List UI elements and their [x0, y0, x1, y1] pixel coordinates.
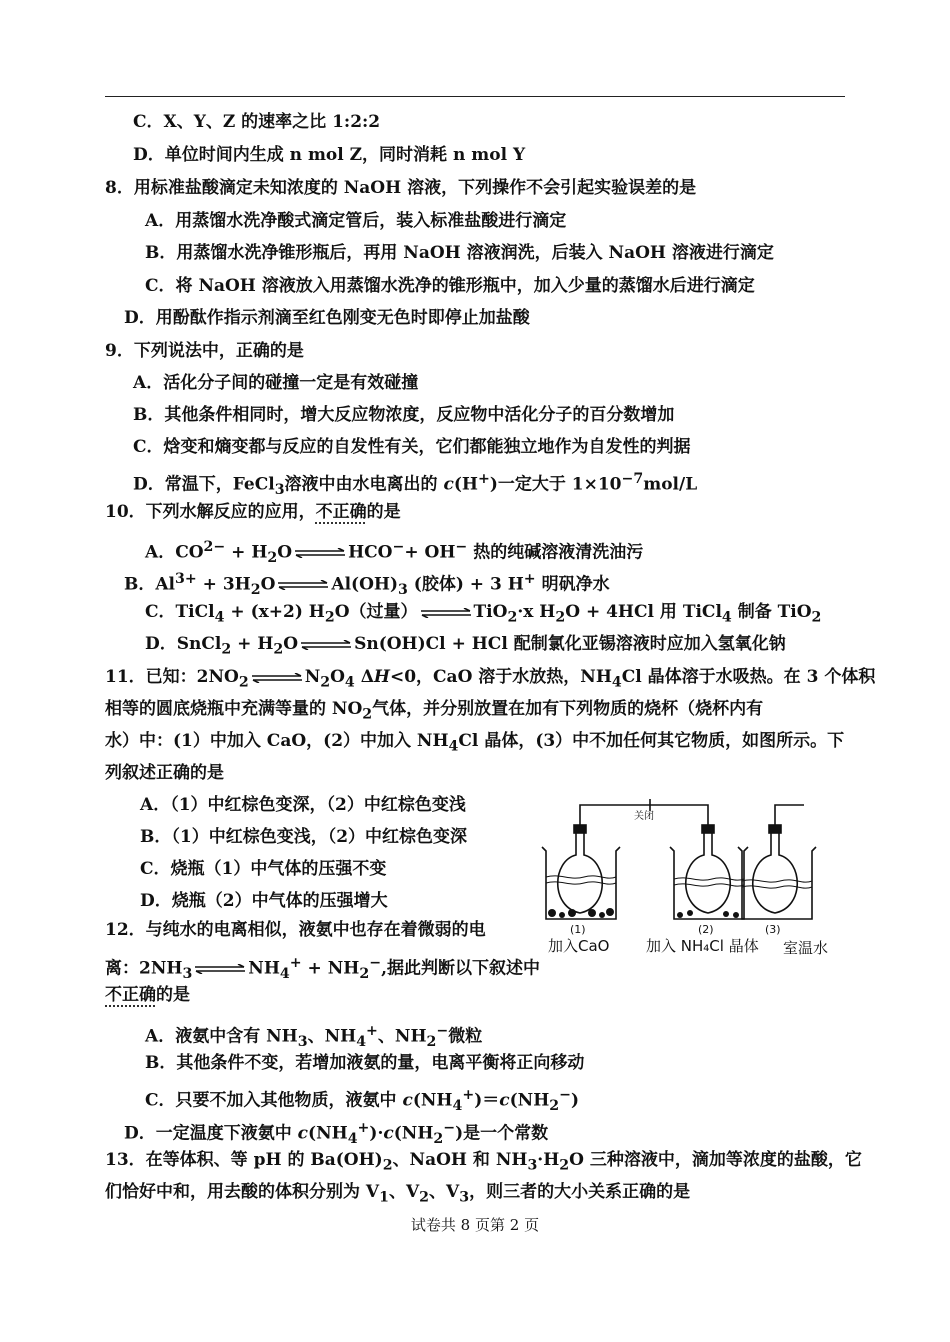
- equilibrium-arrow-icon: [294, 548, 346, 558]
- option-c-q11: C．烧瓶（1）中气体的压强不变: [140, 859, 387, 879]
- caption-nh4cl: 加入 NH₄Cl 晶体: [646, 937, 759, 955]
- question-11-line-4: 列叙述正确的是: [105, 763, 224, 783]
- question-8: 8．用标准盐酸滴定未知浓度的 NaOH 溶液，下列操作不会引起实验误差的是: [105, 178, 697, 198]
- option-c-q7: C．X、Y、Z 的速率之比 1:2:2: [133, 112, 381, 132]
- option-d-q9: D．常温下，FeCl$_3$溶液中由水电离出的 c(H+)一定大于 $1\times 10^{-7}mol/L$: [133, 471, 698, 499]
- option-b-q8: B．用蒸馏水洗净锥形瓶后，再用 NaOH 溶液润洗，后装入 NaOH 溶液进行滴定: [145, 243, 774, 263]
- option-d-q11: D．烧瓶（2）中气体的压强增大: [140, 891, 388, 911]
- option-d-q10: D．SnCl$_2$ + $H_2O$ Sn(OH)Cl + HCl 配制氯化亚锡溶液时应加入氢氧化钠: [145, 634, 786, 658]
- option-a-q10: A．$CO^{2-} + H_2O$ HCO−+ OH− 热的纯碱溶液清洗油污: [145, 539, 644, 567]
- option-c-q9: C．焓变和熵变都与反应的自发性有关，它们都能独立地作为自发性的判据: [133, 437, 691, 457]
- question-13-line-1: 13．在等体积、等 pH 的 $Ba(OH)_2$、NaOH 和 $NH_3\cdot H_2O$ 三种溶液中，滴加等浓度的盐酸，它: [105, 1150, 862, 1174]
- option-c-q10: C．TiCl$_4$ + (x+2) $H_2O$（过量） TiO$_2$·x $H_2O + 4HCl$ 用 TiCl$_4$ 制备 TiO$_2$: [145, 602, 822, 626]
- option-b-q9: B．其他条件相同时，增大反应物浓度，反应物中活化分子的百分数增加: [133, 405, 675, 425]
- question-10: 10．下列水解反应的应用，不正确的是: [105, 502, 401, 522]
- page-footer: 试卷共 8 页第 2 页: [410, 1216, 540, 1234]
- flask-label-3: (3): [765, 923, 781, 936]
- flask-label-2: (2): [698, 923, 714, 936]
- top-rule: [105, 96, 845, 97]
- caption-cao: 加入CaO: [548, 937, 610, 955]
- question-12-line-2: 离：$2NH_3$ $NH_4^+ + NH_2^-$,据此判断以下叙述中: [105, 955, 540, 983]
- caption-room-water: 室温水: [783, 939, 829, 957]
- option-d-q7: D．单位时间内生成 n mol Z，同时消耗 n mol Y: [133, 145, 526, 165]
- flask-apparatus-figure: [540, 797, 860, 962]
- question-9: 9．下列说法中，正确的是: [105, 341, 304, 361]
- option-c-q12: C．只要不加入其他物质，液氨中 $c(NH_4^+)=c(NH_2^-)$: [145, 1087, 580, 1115]
- question-12-line-3: 不正确的是: [105, 985, 190, 1005]
- question-11-line-2: 相等的圆底烧瓶中充满等量的 $NO_2$气体，并分别放置在加有下列物质的烧杯（烧杯内有: [105, 699, 764, 723]
- option-a-q12: A．液氨中含有 $NH_3$、$NH_4^+$、$NH_2^-$微粒: [145, 1023, 483, 1051]
- option-a-q8: A．用蒸馏水洗净酸式滴定管后，装入标准盐酸进行滴定: [145, 211, 567, 231]
- option-c-q8: C．将 NaOH 溶液放入用蒸馏水洗净的锥形瓶中，加入少量的蒸馏水后进行滴定: [145, 276, 755, 296]
- option-b-q10: B．$Al^{3+} + 3H_2O$ $Al(OH)_3$ (胶体) + 3 H+ 明矾净水: [124, 571, 610, 599]
- option-b-q11: B．（1）中红棕色变浅，（2）中红棕色变深: [140, 827, 468, 847]
- option-a-q9: A．活化分子间的碰撞一定是有效碰撞: [133, 373, 419, 393]
- question-11-line-1: 11．已知：$2NO_2$ $N_2O_4$ ΔH<0，CaO 溶于水放热，$NH_4Cl$ 晶体溶于水吸热。在 3 个体积: [105, 667, 876, 691]
- equilibrium-arrow-icon: [194, 964, 246, 974]
- equilibrium-arrow-icon: [300, 640, 352, 650]
- option-d-q8: D．用酚酞作指示剂滴至红色刚变无色时即停止加盐酸: [124, 308, 530, 328]
- question-12-line-1: 12．与纯水的电离相似，液氨中也存在着微弱的电: [105, 920, 486, 940]
- valve-label: 关闭: [634, 811, 654, 822]
- flask-label-1: (1): [570, 923, 586, 936]
- equilibrium-arrow-icon: [420, 608, 472, 618]
- equilibrium-arrow-icon: [251, 673, 303, 683]
- question-13-line-2: 们恰好中和，用去酸的体积分别为 $V_1$、$V_2$、$V_3$，则三者的大小关系正确的是: [105, 1182, 691, 1206]
- equilibrium-arrow-icon: [277, 580, 329, 590]
- question-11-line-3: 水）中：(1）中加入 CaO，(2）中加入 $NH_4Cl$ 晶体，(3）中不加任何其它物质，如图所示。下: [105, 731, 845, 755]
- option-b-q12: B．其他条件不变，若增加液氨的量，电离平衡将正向移动: [145, 1053, 585, 1073]
- option-d-q12: D．一定温度下液氨中 $c(NH_4^+)\cdot c(NH_2^-)$是一个常数: [124, 1120, 549, 1148]
- option-a-q11: A．（1）中红棕色变深，（2）中红棕色变浅: [140, 795, 466, 815]
